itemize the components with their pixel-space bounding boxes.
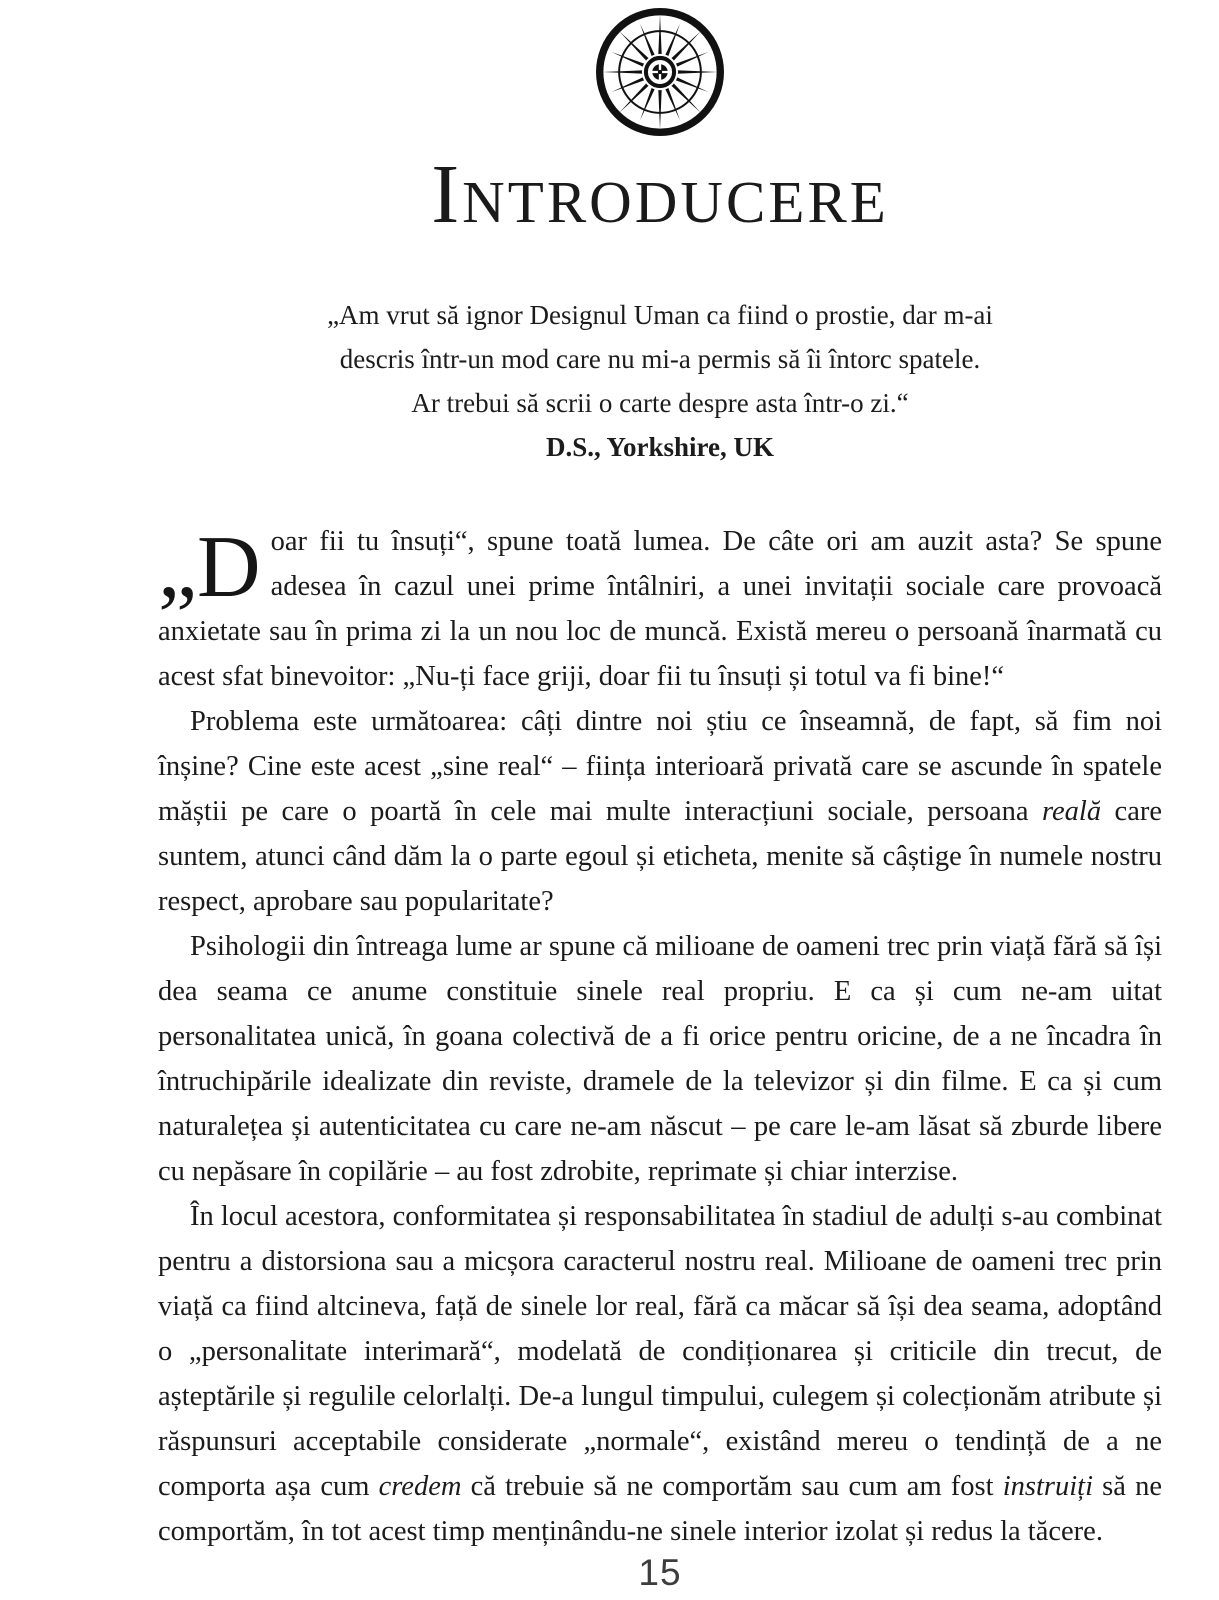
italic-text: instruiți bbox=[1002, 1471, 1093, 1503]
text-segment: oar fii tu însuți“, spune toată lumea. De câte ori am auzit asta? Se spune adesea în cazul unei prime întâlniri, a unei invitații sociale care provoacă anxietate sau în prima zi la un nou loc de muncă. Există mereu o persoană înarmată cu acest sfat binevoitor: „Nu-ți face griji, doar fii tu însuți și totul va fi bine!“ bbox=[158, 526, 1162, 693]
paragraph bbox=[158, 699, 1162, 924]
italic-text: reală bbox=[1041, 796, 1102, 828]
text-segment: Psihologii din întreaga lume ar spune că milioane de oameni trec prin viață fără să își dea seama ce anume constituie sinele real propriu. E ca și cum ne-am uitat personalitatea unică, în goana colectivă de a fi orice pentru oricine, de a ne încadra în întruchipările idealizate din reviste, dramele de la televizor și din filme. E ca și cum naturalețea și autenticitatea cu care ne-am născut – pe care le-am lăsat să zburde libere cu nepăsare în copilărie – au fost zdrobite, reprimate și chiar interzise. bbox=[158, 931, 1162, 1188]
epigraph-line: Ar trebui să scrii o carte despre asta într-o zi.“ bbox=[411, 388, 909, 419]
epigraph-line: descris într-un mod care nu mi-a permis să îi întorc spatele. bbox=[339, 344, 981, 375]
chapter-ornament bbox=[158, 0, 1162, 139]
drop-cap: „D bbox=[158, 519, 261, 617]
epigraph-attribution: D.S., Yorkshire, UK bbox=[545, 432, 775, 463]
page-content bbox=[158, 0, 1162, 1554]
italic-text: credem bbox=[378, 1471, 462, 1503]
compass-ray bbox=[658, 83, 662, 129]
paragraph bbox=[158, 924, 1162, 1194]
text-segment: Problema este următoarea: câți dintre noi știu ce înseamnă, de fapt, să fim noi înșine? Cine este acest „sine real“ – ființa interioară privată care se ascunde în spatele măștii pe care o poartă în cele mai multe interacțiuni sociale, persoana bbox=[158, 706, 1162, 828]
paragraph bbox=[158, 1194, 1162, 1554]
chapter-title: Introducere bbox=[431, 148, 889, 241]
compass-rose-icon bbox=[593, 5, 727, 139]
compass-ray bbox=[602, 70, 648, 74]
paragraph bbox=[158, 519, 1162, 699]
compass-ray bbox=[671, 70, 717, 74]
text-segment: să ne comportăm, în tot acest timp menținându-ne sinele interior izolat și redus la tăcere. bbox=[158, 1471, 1162, 1548]
compass-ray bbox=[658, 14, 662, 60]
epigraph bbox=[158, 293, 1162, 469]
epigraph-line: „Am vrut să ignor Designul Uman ca fiind o prostie, dar m-ai bbox=[327, 300, 993, 331]
body-text bbox=[158, 519, 1162, 1554]
text-segment: În locul acestora, conformitatea și responsabilitatea în stadiul de adulți s-au combinat pentru a distorsiona sau a micșora caracterul nostru real. Milioane de oameni trec prin viață ca fiind altcineva, față de sinele lor real, fără ca măcar să își dea seama, adoptând o „personalitate interimară“, modelată de condiționarea și criticile din trecut, de așteptările și regulile celorlalți. De-a lungul timpului, culegem și colecționăm atribute și răspunsuri acceptabile considerate „normale“, existând mereu o tendință de a ne comporta așa cum bbox=[158, 1201, 1162, 1503]
text-segment: că trebuie să ne comportăm sau cum am fost bbox=[461, 1471, 1003, 1503]
text-segment: care suntem, atunci când dăm la o parte egoul și eticheta, menite să câștige în numele nostru respect, aprobare sau popularitate? bbox=[158, 796, 1162, 918]
page-number: 15 bbox=[638, 1552, 682, 1593]
epigraph-lines bbox=[158, 293, 1162, 425]
